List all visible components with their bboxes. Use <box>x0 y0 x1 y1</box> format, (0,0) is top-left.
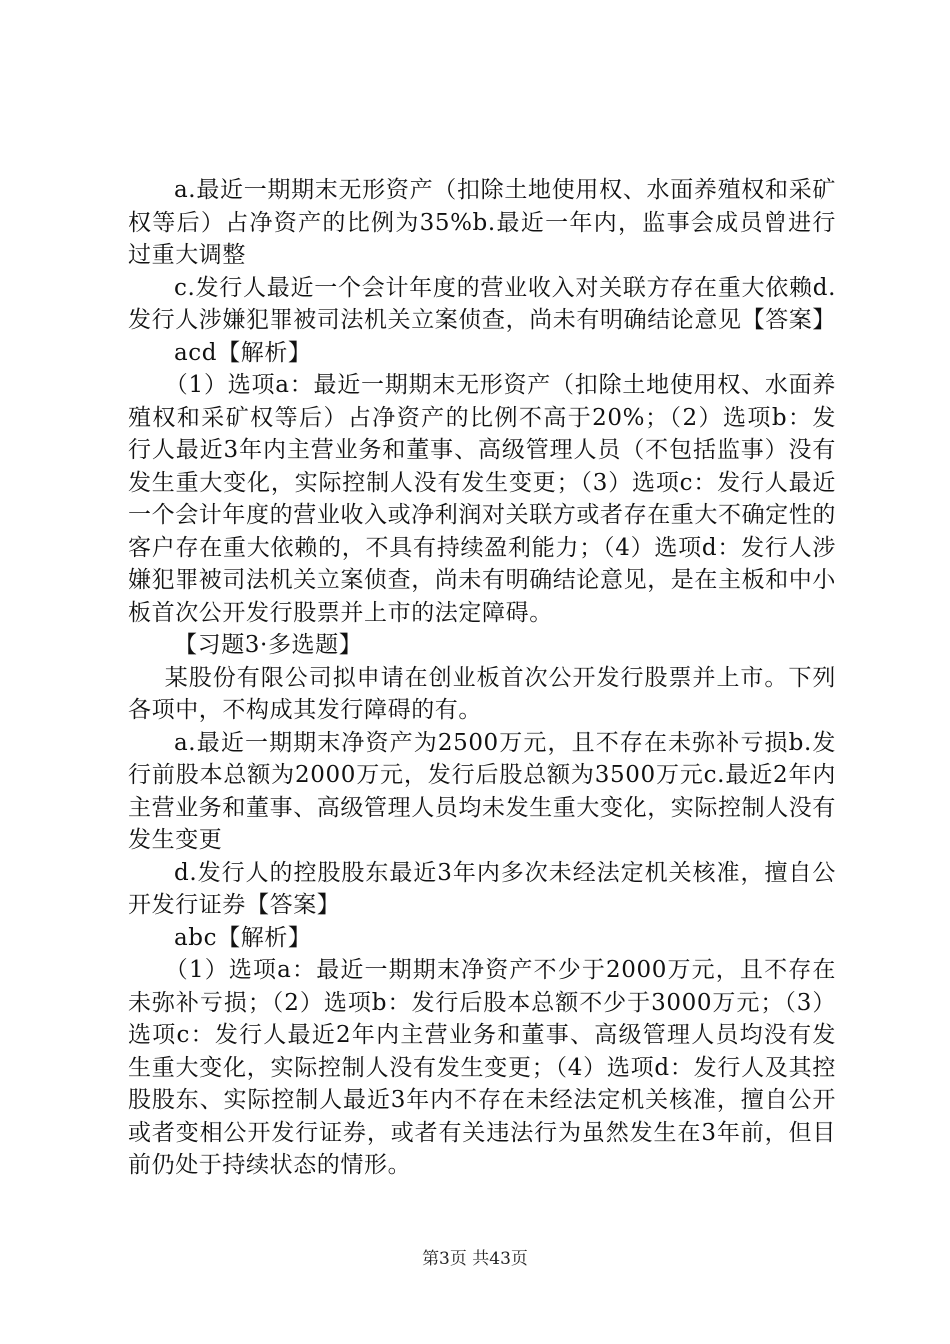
paragraph-option-c-d: c.发行人最近一个会计年度的营业收入对关联方存在重大依赖d.发行人涉嫌犯罪被司法机关立案侦查，尚未有明确结论意见【答案】 <box>128 274 836 333</box>
paragraph-option-a-b: a.最近一期期末无形资产（扣除土地使用权、水面养殖权和采矿权等后）占净资产的比例为35%b.最近一年内，监事会成员曾进行过重大调整 <box>128 177 836 268</box>
paragraph-explanation: （1）选项a：最近一期期末无形资产（扣除土地使用权、水面养殖权和采矿权等后）占净资产的比例不高于20%；（2）选项b：发行人最近3年内主营业务和董事、高级管理人员（不包括监事）没有发生重大变化，实际控制人没有发生变更；（3）选项c：发行人最近一个会计年度的营业收入或净利润对关联方或者存在重大不确定性的客户存在重大依赖的，不具有持续盈利能力；（4）选项d：发行人涉嫌犯罪被司法机关立案侦查，尚未有明确结论意见，是在主板和中小板首次公开发行股票并上市的法定障碍。 <box>128 372 836 626</box>
document-body <box>128 174 836 1182</box>
paragraph-exercise-heading: 【习题3·多选题】 <box>174 632 363 658</box>
page-number: 第3页 共43页 <box>422 1249 528 1269</box>
paragraph-option-d: d.发行人的控股股东最近3年内多次未经法定机关核准，擅自公开发行证券【答案】 <box>128 859 836 918</box>
paragraph-option-a-b-c: a.最近一期期末净资产为2500万元，且不存在未弥补亏损b.发行前股本总额为2000万元，发行后股总额为3500万元c.最近2年内主营业务和董事、高级管理人员均未发生重大变化，实际控制人没有发生变更 <box>128 729 836 853</box>
paragraph-answer-2: abc【解析】 <box>174 924 312 951</box>
paragraph-answer: acd【解析】 <box>174 339 312 366</box>
paragraph-explanation-2: （1）选项a：最近一期期末净资产不少于2000万元，且不存在未弥补亏损；（2）选项b：发行后股本总额不少于3000万元；（3）选项c：发行人最近2年内主营业务和董事、高级管理人员均没有发生重大变化，实际控制人没有发生变更；（4）选项d：发行人及其控股股东、实际控制人最近3年内不存在未经法定机关核准，擅自公开或者变相公开发行证券，或者有关违法行为虽然发生在3年前，但目前仍处于持续状态的情形。 <box>128 957 836 1178</box>
paragraph-question: 某股份有限公司拟申请在创业板首次公开发行股票并上市。下列各项中，不构成其发行障碍的有。 <box>128 664 836 723</box>
